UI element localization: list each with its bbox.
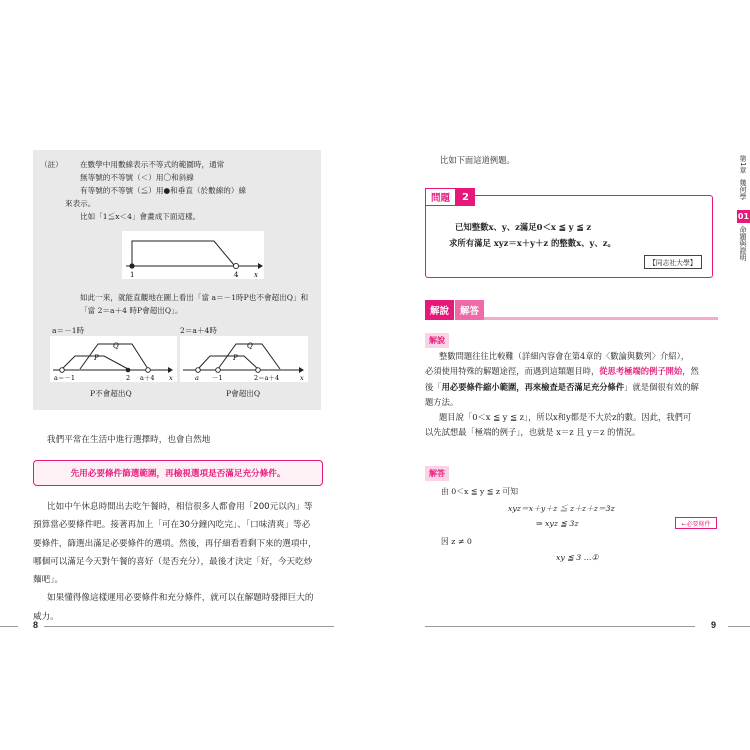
explanation-line	[425, 380, 720, 395]
section-label-explain: 解說	[425, 300, 454, 320]
paragraph-1: 我們平常在生活中進行選擇時，也會自然地	[47, 435, 211, 445]
note-line-5: 比如「1≦x＜4」會畫成下面這樣。	[80, 212, 201, 221]
tick-1: 1	[130, 271, 135, 279]
fig-left-caption-bottom: P不會超出Q	[90, 389, 132, 398]
fig-right-caption-bottom: P會超出Q	[226, 389, 261, 398]
explanation-highlight: 從思考極端的例子開始	[599, 366, 683, 377]
left-footer-rule-a	[0, 626, 18, 627]
svg-text:－1: －1	[212, 374, 223, 382]
highlight-box	[33, 460, 323, 486]
fig-left-caption-top: a＝－1時	[52, 326, 85, 335]
side-chapter: 第1章	[739, 155, 747, 174]
explanation-line: 以先試想最「極端的例子」，也就是 x＝z 且 y＝z 的情況。	[425, 427, 641, 438]
paragraph-2-line: 預算當必要條件吧。接著再加上「可在30分鐘內吃完」、「口味清爽」等必	[33, 520, 311, 531]
page-number-right: 9	[711, 620, 717, 630]
figure-a-plus-4	[180, 336, 308, 382]
paragraph-2-line: 哪個可以滿足今天對午餐的喜好（是否充分），最後才決定「好，今天吃炒	[33, 556, 313, 567]
explanation-fragment: ，然	[682, 366, 699, 377]
note-marker: （註）	[40, 160, 63, 169]
problem-tag-label: 問題	[425, 188, 456, 206]
note-line-2: 無等號的不等號（＜）用〇和斜線	[80, 173, 194, 182]
axis-x-label: x	[254, 271, 258, 279]
paragraph-2	[33, 498, 337, 626]
explanation-line	[425, 364, 720, 379]
explanation-line: 整數問題往往比較難（詳細內容會在第4章的〈數論與數列〉介紹），	[439, 351, 690, 361]
left-footer-rule-b	[44, 626, 334, 627]
paragraph-3-line: 如果懂得像這樣運用必要條件和充分條件，就可以在解題時發揮巨大的	[47, 593, 314, 604]
svg-text:Q: Q	[113, 342, 119, 350]
side-subject: 幾何學	[739, 179, 747, 200]
right-footer-rule-a	[425, 626, 695, 627]
explanation-fragment: 」就是個很有效的解	[624, 381, 699, 392]
tick-4: 4	[234, 271, 239, 279]
source-text: 同志社大學	[655, 259, 690, 267]
paragraph-2-line: 比如中午休息時間出去吃午餐時，相信很多人都會用「200元以內」等	[47, 502, 313, 512]
section-header	[425, 300, 718, 320]
svg-text:2＝a＋4: 2＝a＋4	[254, 374, 280, 382]
svg-text:a＋4: a＋4	[140, 374, 155, 382]
answer-line-3: ⇒ xyz ≦ 3z	[536, 519, 579, 528]
answer-line-2: xyz＝x＋y＋z ≦ z＋z＋z＝3z	[508, 504, 615, 513]
answer-line-4: 因 z ≠ 0	[441, 537, 472, 546]
explanation-line: 題方法。	[425, 396, 459, 407]
explanation-line: 題目說「0＜x ≦ y ≦ z」，所以x和y都是不大於z的數。因此，我們可	[439, 412, 692, 423]
svg-text:x: x	[169, 374, 173, 382]
section-label-answer: 解答	[455, 300, 484, 320]
svg-text:P: P	[94, 354, 99, 362]
chapter-side-tab	[737, 155, 750, 266]
explanation-bold: 用必要條件縮小範圍，再來檢查是否滿足充分條件	[441, 381, 625, 392]
necessary-condition-tag: ←必要條件	[675, 517, 717, 529]
intro-text: 比如下面這道例題。	[440, 155, 515, 165]
paragraph-2-line: 麵吧」。	[33, 575, 64, 586]
number-line-figure	[122, 231, 264, 279]
answer-line-1: 由 0＜x ≦ y ≦ z 可知	[441, 487, 518, 496]
answer-tag: 解答	[425, 466, 449, 481]
svg-text:a: a	[195, 374, 199, 382]
problem-line-1: 已知整數x、y、z滿足0＜x ≦ y ≦ z	[455, 222, 592, 232]
answer-line-5: xy ≦ 3 …①	[556, 553, 599, 562]
page-number-left: 8	[33, 620, 39, 630]
svg-text:a＝－1: a＝－1	[54, 374, 76, 382]
explanation-tag: 解說	[425, 333, 449, 348]
note-mid-line-1: 如此一來，就能直觀地在圖上看出「當 a＝－1時P也不會超出Q」和	[80, 293, 309, 302]
explanation-fragment: 必須使用特殊的解題途徑，而遇到這類題目時，	[425, 366, 600, 377]
svg-text:2: 2	[126, 374, 131, 382]
explanation-text	[425, 349, 720, 441]
paragraph-2-line: 要條件，篩選出滿足必要條件的選項。然後，再仔細看看剩下來的選項中，	[33, 538, 317, 549]
note-line-1: 在數學中用數線表示不等式的範圍時，通常	[80, 160, 225, 169]
note-line-3: 有等號的不等號（≦）用●和垂直（於數線的）線	[80, 186, 247, 195]
svg-text:x: x	[300, 374, 304, 382]
note-mid-line-2: 「當 2＝a＋4 時P會超出Q」。	[80, 306, 183, 315]
side-title: 命題與證明	[739, 226, 747, 261]
explanation-fragment: 後「	[425, 381, 442, 392]
problem-tag-number: 2	[456, 188, 475, 206]
fig-right-caption-top: 2＝a＋4時	[180, 326, 217, 335]
figure-a-minus-1	[50, 336, 177, 382]
right-footer-rule-b	[728, 626, 750, 627]
svg-text:Q: Q	[247, 342, 253, 350]
highlight-box-text: 先用必要條件篩選範圍，再檢視選項是否滿足充分條件。	[70, 469, 286, 479]
paragraph-3-line: 威力。	[33, 611, 59, 622]
svg-text:P: P	[233, 354, 238, 362]
side-section-number: 01	[737, 212, 750, 221]
problem-tag	[425, 188, 475, 206]
problem-line-2: 求所有滿足 xyz＝x＋y＋z 的整數x、y、z。	[449, 238, 616, 248]
note-line-4: 來表示。	[65, 199, 96, 208]
section-underline	[484, 300, 718, 320]
source-label: 【同志社大學】	[644, 255, 702, 269]
